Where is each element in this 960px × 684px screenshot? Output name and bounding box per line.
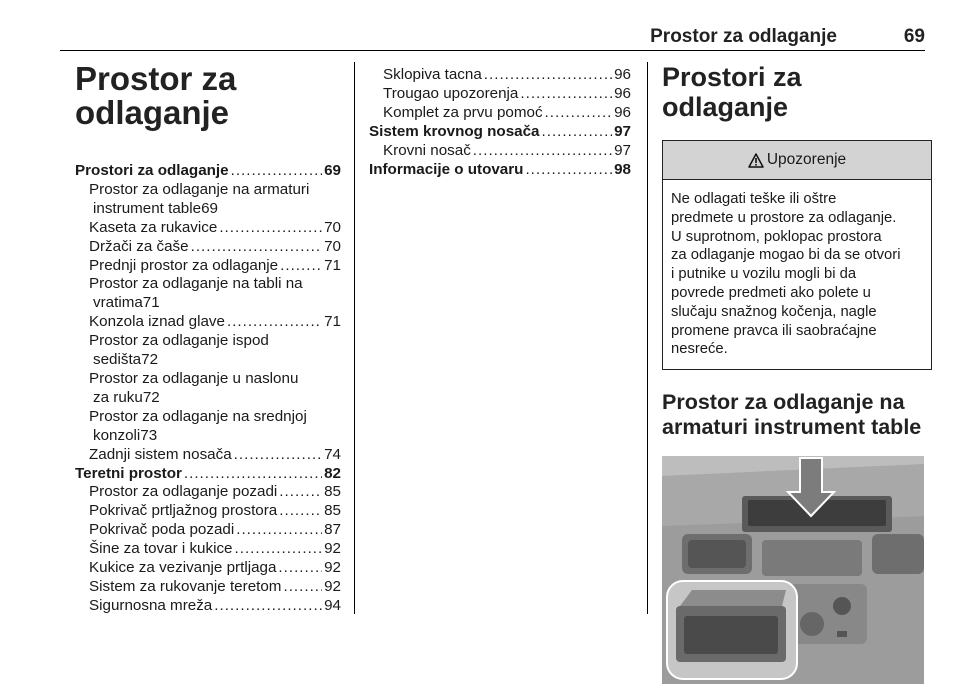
toc-leader-dots — [278, 559, 322, 578]
toc-entry[interactable] — [75, 219, 341, 238]
warning-header — [663, 141, 931, 180]
column-divider — [354, 62, 355, 614]
toc-entry-label: Trougao upozorenja — [383, 84, 519, 102]
toc-page-number: 70 — [324, 237, 341, 255]
toc-page-number: 92 — [324, 540, 341, 558]
toc-page-number: 72 — [141, 351, 159, 369]
toc-entry[interactable] — [369, 142, 631, 161]
toc-page-number: 71 — [142, 294, 160, 312]
toc-entry-label: Prednji prostor za odlaganje — [89, 256, 279, 274]
toc-leader-dots — [219, 219, 322, 238]
toc-entry-label: Zadnji sistem nosača — [89, 445, 232, 463]
warning-text-line: povrede predmeti ako polete u — [671, 284, 871, 301]
toc-entry-label: Prostor za odlaganje na tabli na — [89, 275, 303, 293]
toc-entry-label: Teretni prostor — [75, 464, 182, 482]
toc-leader-dots — [542, 123, 613, 142]
toc-entry-label: Držači za čaše — [89, 237, 189, 255]
warning-text-line: nesreće. — [671, 341, 728, 358]
toc-entry[interactable] — [75, 257, 341, 276]
toc-leader-dots — [473, 142, 612, 161]
toc-section-entry[interactable] — [369, 161, 631, 180]
toc-entry-label: Prostor za odlaganje u naslonu — [89, 369, 299, 387]
toc-page-number: 73 — [140, 426, 158, 444]
toc-page-number: 96 — [614, 66, 631, 83]
toc-entry[interactable] — [75, 370, 341, 408]
page-header — [60, 0, 925, 51]
toc-entry-label: Kaseta za rukavice — [89, 218, 218, 236]
toc-page-number: 74 — [324, 445, 341, 463]
toc-entry-label: Informacije o utovaru — [369, 160, 524, 178]
toc-entry-label-continued: instrument table — [93, 199, 202, 217]
warning-text-line: U suprotnom, poklopac prostora — [671, 228, 882, 245]
toc-entry-label: Pokrivač prtljažnog prostora — [89, 502, 278, 520]
toc-entry-label: Prostor za odlaganje na armaturi — [89, 180, 310, 198]
toc-entry[interactable] — [75, 275, 341, 313]
instrument-panel-storage-illustration — [662, 456, 924, 684]
toc-leader-dots — [234, 446, 322, 465]
toc-page-number: 92 — [324, 577, 341, 595]
warning-text-line: predmete u prostore za odlaganje. — [671, 209, 897, 226]
toc-entry-label: Komplet za prvu pomoć — [383, 103, 543, 121]
column-divider — [647, 62, 648, 614]
toc-entry-label: Sigurnosna mreža — [89, 596, 213, 614]
toc-column-1 — [75, 62, 341, 616]
toc-entry-label: Kukice za vezivanje prtljaga — [89, 559, 277, 577]
toc-page-number: 96 — [614, 84, 631, 102]
toc-page-number: 87 — [324, 521, 341, 539]
toc-leader-dots — [227, 313, 322, 332]
toc-section-entry[interactable] — [75, 162, 341, 181]
toc-leader-dots — [484, 66, 612, 85]
toc-leader-dots — [231, 162, 322, 181]
content-column — [662, 62, 930, 684]
toc-entry[interactable] — [75, 502, 341, 521]
toc-page-number: 70 — [324, 218, 341, 236]
toc-page-number: 96 — [614, 103, 631, 121]
warning-text-line: slučaju snažnog kočenja, nagle — [671, 303, 877, 320]
warning-heading: Upozorenje — [766, 151, 847, 168]
chapter-title: Prostor za odlaganje — [75, 60, 237, 131]
toc-leader-dots — [279, 502, 322, 521]
toc-entry-label: Konzola iznad glave — [89, 313, 225, 331]
warning-text-line: za odlaganje mogao bi da se otvori — [671, 247, 901, 264]
toc-entry[interactable] — [75, 181, 341, 219]
toc-entry-label-continued: vratima — [93, 294, 143, 312]
toc-entry[interactable] — [75, 559, 341, 578]
toc-entry-label: Pokrivač poda pozadi — [89, 521, 235, 539]
toc-page-number: 97 — [614, 141, 631, 159]
toc-page-number: 97 — [614, 122, 631, 140]
warning-text-line: i putnike u vozilu mogli bi da — [671, 266, 857, 283]
warning-triangle-icon — [748, 153, 764, 168]
toc-entry-label: Šine za tovar i kukice — [89, 540, 233, 558]
toc-entry-label-continued: konzoli — [93, 426, 141, 444]
warning-text — [663, 180, 931, 369]
toc-entry-label: Prostori za odlaganje — [75, 162, 229, 179]
section-title: Prostori za odlaganje — [662, 62, 802, 122]
table-of-contents-continued — [369, 66, 631, 179]
toc-entry[interactable] — [75, 313, 341, 332]
toc-entry[interactable] — [369, 85, 631, 104]
toc-leader-dots — [236, 521, 322, 540]
toc-entry[interactable] — [369, 66, 631, 85]
toc-page-number: 98 — [614, 160, 631, 178]
toc-leader-dots — [525, 161, 612, 180]
subsection-title: Prostor za odlaganje na armaturi instrument table — [662, 390, 922, 440]
toc-entry[interactable] — [75, 578, 341, 597]
toc-entry-label: Krovni nosač — [383, 141, 471, 159]
toc-entry[interactable] — [75, 483, 341, 502]
toc-page-number: 94 — [324, 596, 341, 614]
dashboard-illustration — [662, 456, 924, 684]
toc-entry[interactable] — [75, 238, 341, 257]
table-of-contents — [75, 162, 341, 616]
toc-entry[interactable] — [75, 408, 341, 446]
toc-page-number: 71 — [324, 256, 341, 274]
toc-entry-label-continued: za ruku — [93, 388, 143, 406]
toc-entry-label-continued: sedišta — [93, 351, 142, 369]
toc-page-number: 92 — [324, 559, 341, 577]
header-title: Prostor za odlaganje — [650, 26, 837, 47]
toc-leader-dots — [545, 104, 613, 123]
page-number: 69 — [903, 26, 925, 47]
toc-entry-label: Prostor za odlaganje na srednjoj — [89, 407, 307, 425]
toc-section-entry[interactable] — [369, 123, 631, 142]
warning-text-line: Ne odlagati teške ili oštre — [671, 191, 837, 207]
toc-entry[interactable] — [75, 521, 341, 540]
toc-entry-label: Sistem za rukovanje teretom — [89, 577, 282, 595]
toc-leader-dots — [280, 257, 322, 276]
toc-section-entry[interactable] — [75, 465, 341, 484]
toc-entry[interactable] — [75, 446, 341, 465]
toc-entry-label: Prostor za odlaganje ispod — [89, 332, 269, 350]
toc-page-number: 82 — [324, 464, 341, 482]
toc-entry[interactable] — [75, 540, 341, 559]
toc-page-number: 85 — [324, 502, 341, 520]
toc-leader-dots — [191, 238, 322, 257]
warning-text-line: promene pravca ili saobraćajne — [671, 322, 877, 339]
toc-page-number: 71 — [324, 313, 341, 331]
toc-page-number: 69 — [324, 162, 341, 179]
toc-page-number: 85 — [324, 483, 341, 501]
toc-leader-dots — [283, 578, 322, 597]
toc-entry[interactable] — [75, 597, 341, 616]
toc-leader-dots — [279, 483, 322, 502]
toc-entry-label: Sklopiva tacna — [383, 66, 482, 83]
toc-page-number: 69 — [201, 199, 218, 217]
toc-leader-dots — [235, 540, 323, 559]
warning-box — [662, 140, 932, 370]
toc-entry[interactable] — [369, 104, 631, 123]
toc-leader-dots — [184, 465, 322, 484]
toc-entry-label: Prostor za odlaganje pozadi — [89, 483, 278, 501]
toc-entry-label: Sistem krovnog nosača — [369, 122, 540, 140]
toc-leader-dots — [214, 597, 322, 616]
toc-leader-dots — [520, 85, 612, 104]
toc-column-2 — [369, 66, 631, 179]
toc-entry[interactable] — [75, 332, 341, 370]
toc-page-number: 72 — [142, 388, 160, 406]
